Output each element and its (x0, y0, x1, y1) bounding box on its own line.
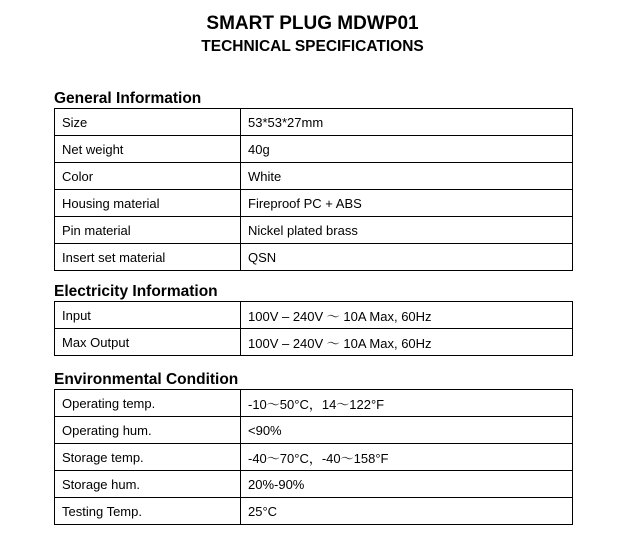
spec-label: Testing Temp. (55, 498, 241, 525)
table-row (55, 390, 573, 417)
general-information-table (54, 108, 573, 271)
table-row (55, 302, 573, 329)
spec-value: White (241, 163, 573, 190)
spec-label: Color (55, 163, 241, 190)
general-information-section (54, 89, 573, 271)
spec-value: 100V – 240V ～ 10A Max, 60Hz (241, 302, 573, 329)
spec-value: <90% (241, 417, 573, 444)
section-heading-electricity: Electricity Information (54, 283, 218, 300)
table-row (55, 190, 573, 217)
spec-value: 53*53*27mm (241, 109, 573, 136)
environmental-condition-table (54, 389, 573, 525)
spec-value: 100V – 240V ～ 10A Max, 60Hz (241, 329, 573, 356)
table-row (55, 109, 573, 136)
table-row (55, 136, 573, 163)
document-title: SMART PLUG MDWP01 (206, 13, 419, 34)
spec-value: -40～70°C，-40～158°F (241, 444, 573, 471)
table-row (55, 471, 573, 498)
spec-label: Max Output (55, 329, 241, 356)
table-row (55, 217, 573, 244)
spec-label: Operating temp. (55, 390, 241, 417)
section-heading-environment: Environmental Condition (54, 371, 239, 388)
table-row (55, 417, 573, 444)
spec-label: Operating hum. (55, 417, 241, 444)
spec-value: QSN (241, 244, 573, 271)
spec-label: Input (55, 302, 241, 329)
electricity-information-section (54, 282, 573, 356)
spec-label: Storage hum. (55, 471, 241, 498)
spec-value: 40g (241, 136, 573, 163)
table-row (55, 498, 573, 525)
spec-label: Size (55, 109, 241, 136)
spec-label: Net weight (55, 136, 241, 163)
spec-label: Insert set material (55, 244, 241, 271)
electricity-information-table (54, 301, 573, 356)
spec-value: 25°C (241, 498, 573, 525)
spec-value: -10～50°C，14～122°F (241, 390, 573, 417)
environmental-condition-section (54, 370, 573, 525)
spec-value: Nickel plated brass (241, 217, 573, 244)
spec-label: Housing material (55, 190, 241, 217)
spec-label: Storage temp. (55, 444, 241, 471)
spec-label: Pin material (55, 217, 241, 244)
section-heading-general: General Information (54, 90, 202, 107)
document-subtitle: TECHNICAL SPECIFICATIONS (201, 38, 424, 55)
table-row (55, 163, 573, 190)
table-row (55, 329, 573, 356)
spec-value: Fireproof PC + ABS (241, 190, 573, 217)
table-row (55, 444, 573, 471)
table-row (55, 244, 573, 271)
spec-value: 20%-90% (241, 471, 573, 498)
